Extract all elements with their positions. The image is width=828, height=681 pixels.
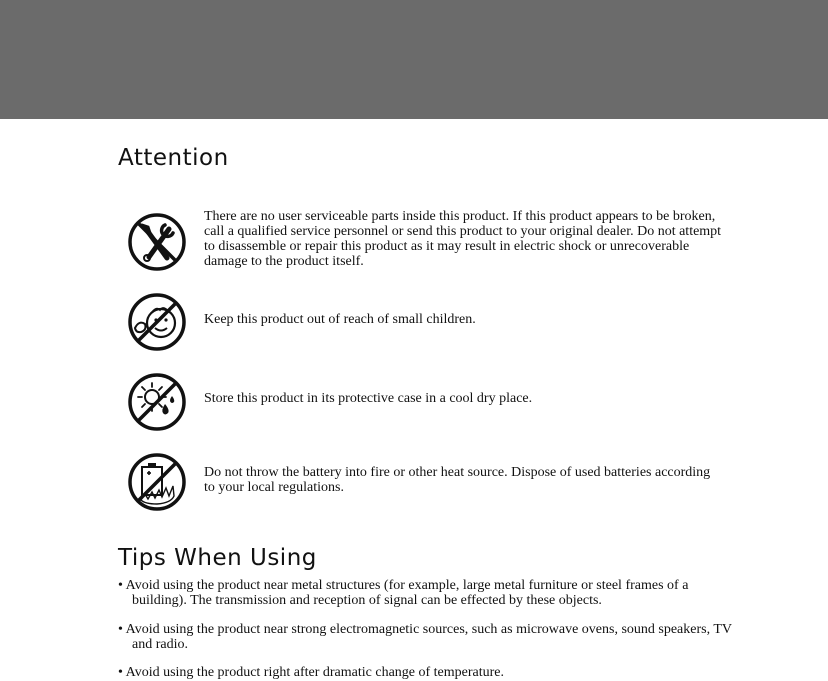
header-band	[0, 0, 828, 119]
tip-item: • Avoid using the product right after dramatic change of temperature.	[118, 665, 505, 680]
warning-text-children: Keep this product out of reach of small children.	[204, 312, 476, 327]
no-children-icon	[127, 292, 187, 352]
warning-text-storage: Store this product in its protective case in a cool dry place.	[204, 391, 533, 406]
tip-item: • Avoid using the product near strong electromagnetic sources, such as microwave ovens, sound speakers, TV and radio.	[118, 622, 732, 652]
no-tools-icon	[127, 212, 187, 272]
warning-text-service: There are no user serviceable parts inside this product. If this product appears to be broken, call a qualified service personnel or send this product to your original dealer. Do not attempt to disassemble or repair this product as it may result in electric shock or unrecoverable damage to the product itself.	[204, 209, 722, 269]
warning-text-battery: Do not throw the battery into fire or other heat source. Dispose of used batteries according to your local regulations.	[204, 465, 711, 495]
tips-heading: Tips When Using	[118, 545, 317, 571]
tip-item: • Avoid using the product near metal structures (for example, large metal furniture or steel frames of a building). The transmission and reception of signal can be effected by these objects.	[118, 578, 689, 608]
attention-heading: Attention	[118, 145, 229, 171]
no-battery-fire-icon	[127, 452, 187, 512]
no-heat-moisture-icon	[127, 372, 187, 432]
